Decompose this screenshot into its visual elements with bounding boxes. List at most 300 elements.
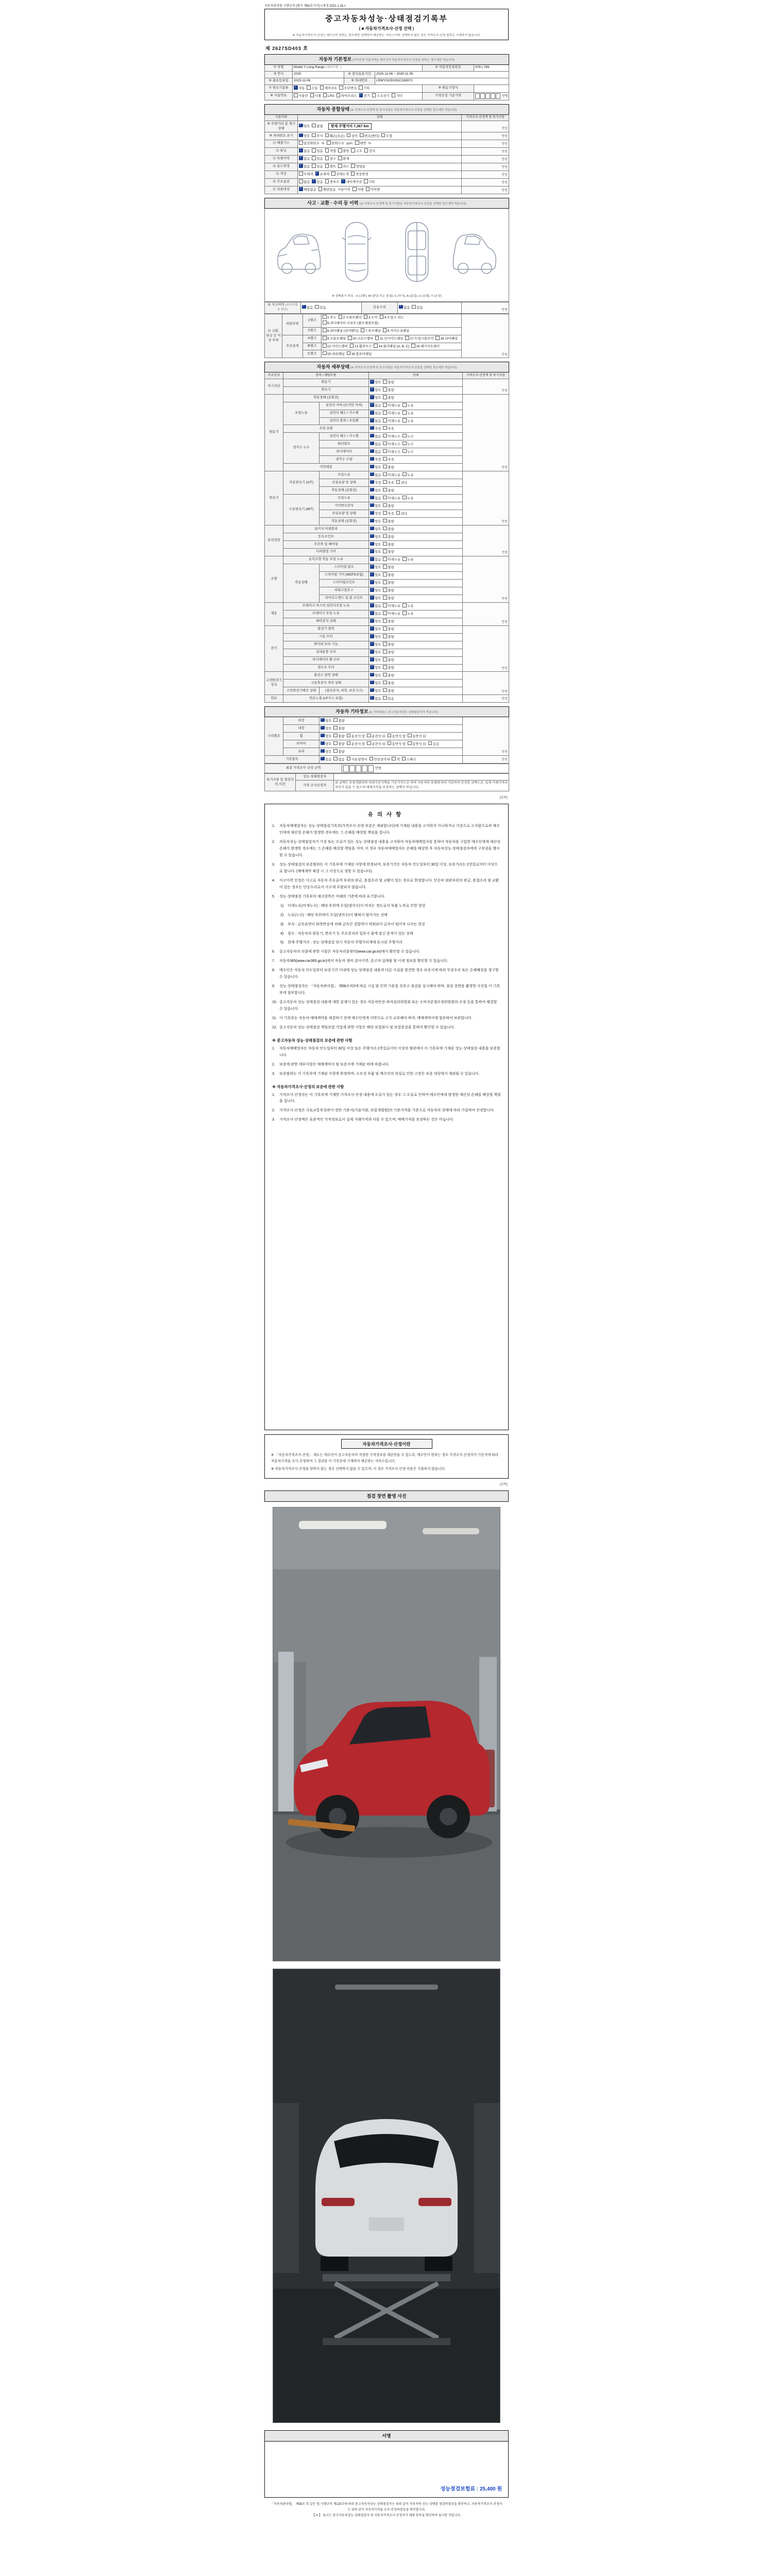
checkbox-불량[interactable]: [383, 626, 394, 632]
checkbox-있음[interactable]: [312, 179, 323, 185]
checkbox-5.라디에이터 서포트 (볼트체결부품)[interactable]: [323, 320, 379, 326]
checkbox-양호[interactable]: [370, 380, 381, 385]
checkbox-없음[interactable]: [299, 148, 310, 154]
checkbox-없음[interactable]: [302, 305, 313, 311]
checkbox-불량[interactable]: [383, 580, 394, 586]
checkbox-무단변속[interactable]: [339, 86, 357, 91]
checkbox-양호[interactable]: [370, 681, 381, 686]
checkbox-미세누유[interactable]: [383, 603, 400, 609]
checkbox-이행[interactable]: [352, 187, 363, 193]
checkbox-없음[interactable]: [333, 757, 344, 762]
checkbox-운전석 뒤[interactable]: [367, 734, 385, 739]
state-options: [370, 604, 415, 608]
state-options: [370, 481, 409, 485]
checkbox-불량[interactable]: [383, 565, 394, 570]
checkbox-불량[interactable]: [383, 681, 394, 686]
checkbox-18.리어패널[interactable]: [435, 336, 458, 342]
state-options: [355, 142, 368, 145]
checkbox-label: 불량: [388, 658, 394, 663]
checkbox-12.사이드멤버[interactable]: [323, 344, 348, 349]
checkbox-수동[interactable]: [307, 86, 317, 91]
checkbox-운전석 뒤[interactable]: [367, 741, 385, 747]
price-cell: 만원: [463, 672, 509, 695]
document-number: 제 2627SD403 호: [265, 46, 308, 51]
warranty-price-item-number: 3.: [272, 1118, 275, 1122]
checkbox-불량[interactable]: [383, 596, 394, 601]
checkbox-14.필러패널 (A, B, C)[interactable]: [374, 344, 409, 349]
checkbox-불량[interactable]: [333, 726, 344, 732]
checkbox-기타[interactable]: [364, 179, 375, 185]
checkbox-불량[interactable]: [383, 588, 394, 594]
state-options: [370, 550, 396, 554]
digit-box[interactable]: [491, 93, 495, 99]
checkbox-있음[interactable]: [383, 696, 394, 702]
subitem-label: 냉각수 수량: [320, 456, 369, 464]
checkbox-미세누유[interactable]: [383, 611, 400, 617]
checkbox-적정[interactable]: [370, 426, 381, 432]
checkbox-label: 불량: [338, 719, 345, 723]
checkbox-label: 적정: [375, 481, 381, 485]
checkbox-부족[interactable]: [383, 457, 394, 463]
checkbox-불량[interactable]: [383, 542, 394, 548]
checkbox-19.패키지트레이[interactable]: [411, 344, 440, 349]
checkbox-변조(변타)[interactable]: [360, 133, 379, 139]
checkbox-색상변경[interactable]: [351, 172, 368, 177]
checkbox-양호[interactable]: [370, 395, 381, 401]
inspector-opinion-table: [264, 773, 509, 791]
checkbox-탄화수소[interactable]: [327, 141, 344, 146]
checkbox-불량[interactable]: [383, 642, 394, 648]
price-appraisal-select[interactable]: ( ■ 자동차가격조사·산정 선택 ): [359, 26, 414, 31]
checkbox-양호[interactable]: [321, 749, 331, 755]
checkbox-7.루프패널[interactable]: [361, 328, 381, 334]
checkbox-과다[interactable]: [396, 480, 407, 486]
checkbox-세미오토[interactable]: [320, 86, 338, 91]
checkbox-가솔린[interactable]: [294, 93, 308, 99]
checkbox-구조[interactable]: [351, 148, 362, 154]
checkbox-양호[interactable]: [370, 542, 381, 548]
checkbox-전기[interactable]: [359, 93, 370, 99]
item-label: 실내송풍 모터: [283, 649, 369, 656]
etc-state: [320, 733, 463, 740]
checkbox-불법[interactable]: [338, 148, 349, 154]
checkbox-불량[interactable]: [383, 534, 394, 540]
state-options: [321, 742, 347, 746]
checkbox-응급[interactable]: [428, 741, 439, 747]
checkbox-없음[interactable]: [370, 442, 381, 447]
checkbox-label: 3.도어: [368, 316, 378, 320]
checkbox-없음[interactable]: [370, 603, 381, 609]
checkbox-15.대쉬패널[interactable]: [323, 351, 345, 357]
checkbox-영업용[interactable]: [351, 164, 365, 170]
digit-box[interactable]: [368, 765, 374, 772]
checkbox-사용설명서[interactable]: [347, 757, 367, 762]
checkbox-불량[interactable]: [383, 634, 394, 640]
checkbox-해당없음[interactable]: [299, 187, 316, 193]
checkbox-전체도색[interactable]: [331, 172, 349, 177]
checkbox-양호[interactable]: [370, 665, 381, 671]
checkbox-불량[interactable]: [383, 688, 394, 694]
checkbox-유채색[interactable]: [315, 172, 330, 177]
checkbox-6.쿼터패널 (리어펜더)[interactable]: [323, 328, 359, 334]
checkbox-2.프론트펜더[interactable]: [339, 315, 362, 320]
warranty-check-item: [272, 1062, 501, 1069]
checkbox-적정[interactable]: [370, 511, 381, 517]
unchecked-box-icon: [383, 572, 387, 577]
checkbox-label: 불량: [388, 566, 394, 570]
unchecked-box-icon: [412, 305, 416, 309]
checkbox-13.휠하우스[interactable]: [350, 344, 372, 349]
checkbox-불량[interactable]: [333, 718, 344, 724]
checkbox-양호[interactable]: [370, 580, 381, 586]
checkbox-양호[interactable]: [370, 534, 381, 540]
item-label: 라디에이터 팬 모터: [283, 656, 369, 664]
checkbox-장치[interactable]: [364, 148, 375, 154]
price-cell: 만원: [463, 556, 509, 602]
checkbox-동반석 뒤[interactable]: [408, 741, 426, 747]
checkbox-label: 불량: [388, 504, 394, 508]
checkbox-누유[interactable]: [402, 496, 413, 501]
digit-box[interactable]: [480, 93, 485, 99]
checkbox-불량[interactable]: [383, 465, 394, 470]
checkbox-양호[interactable]: [370, 565, 381, 570]
checkbox-불량[interactable]: [383, 527, 394, 532]
checkbox-부족[interactable]: [383, 480, 394, 486]
checked-box-icon: [370, 519, 374, 523]
checkbox-무채색[interactable]: [299, 172, 313, 177]
checked-box-icon: [359, 93, 363, 97]
checkbox-불량[interactable]: [312, 124, 323, 129]
state-options: [347, 758, 418, 761]
checkbox-기타[interactable]: [392, 93, 402, 99]
signature-area[interactable]: [265, 2442, 508, 2497]
unchecked-box-icon: [383, 557, 387, 561]
etc-info-table: [264, 706, 509, 764]
checkbox-3.도어[interactable]: [364, 315, 378, 320]
checkbox-있음[interactable]: [312, 148, 323, 154]
checkbox-적정[interactable]: [370, 457, 381, 463]
checkbox-양호[interactable]: [370, 519, 381, 524]
checkbox-label: 양호: [375, 527, 381, 531]
checkbox-누유[interactable]: [402, 403, 413, 409]
checkbox-일산화탄소[interactable]: [299, 141, 320, 146]
checkbox-양호[interactable]: [370, 650, 381, 655]
unchecked-box-icon: [325, 179, 329, 183]
checkbox-label: 불량: [388, 589, 394, 593]
unchecked-box-icon: [325, 164, 329, 168]
checkbox-불량[interactable]: [383, 549, 394, 555]
checkbox-label: 영업용: [356, 165, 365, 169]
checked-box-icon: [370, 387, 374, 392]
checkbox-label: 미세누수: [388, 434, 401, 438]
checkbox-있음[interactable]: [312, 156, 323, 162]
checkbox-label: 양호: [375, 388, 381, 393]
checkbox-불량[interactable]: [383, 572, 394, 578]
checkbox-없음[interactable]: [399, 305, 410, 311]
checkbox-미세누유[interactable]: [383, 418, 400, 424]
checkbox-양호[interactable]: [370, 634, 381, 640]
checkbox-스패너[interactable]: [402, 757, 416, 762]
checkbox-미세누수[interactable]: [383, 449, 400, 455]
checkbox-누유[interactable]: [402, 557, 413, 563]
checkbox-불량[interactable]: [333, 749, 344, 755]
unchecked-box-icon: [351, 164, 355, 168]
checkbox-9.프론트패널[interactable]: [323, 336, 346, 342]
checkbox-있음[interactable]: [312, 164, 323, 170]
checkbox-양호[interactable]: [370, 503, 381, 509]
checkbox-없음[interactable]: [370, 696, 381, 702]
checkbox-1.후드[interactable]: [323, 315, 337, 320]
rank-items: [322, 335, 462, 343]
digit-box[interactable]: [349, 765, 355, 772]
notice-item-number: 3.: [272, 863, 275, 867]
checkbox-부족[interactable]: [383, 511, 394, 517]
price-cell: 만원: [462, 302, 509, 313]
checkbox-상이[interactable]: [347, 133, 358, 139]
unchecked-box-icon: [347, 133, 351, 138]
checkbox-불량[interactable]: [383, 619, 394, 624]
checkbox-label: 유채색: [320, 173, 330, 177]
checkbox-양호[interactable]: [370, 588, 381, 594]
checkbox-label: 구조: [356, 149, 362, 154]
table-row: [265, 78, 509, 84]
checkbox-label: 없음: [307, 306, 313, 310]
checkbox-누수[interactable]: [402, 434, 413, 439]
checkbox-양호[interactable]: [321, 741, 331, 747]
checkbox-부족[interactable]: [383, 426, 394, 432]
checkbox-없음[interactable]: [370, 418, 381, 424]
checked-box-icon: [370, 395, 374, 399]
checkbox-없음[interactable]: [370, 611, 381, 617]
checkbox-불량[interactable]: [383, 665, 394, 671]
checkbox-불량[interactable]: [383, 650, 394, 655]
checkbox-누수[interactable]: [402, 449, 413, 455]
checkbox-없음[interactable]: [370, 496, 381, 501]
checkbox-없음[interactable]: [370, 411, 381, 416]
checkbox-label: 불량: [338, 750, 345, 754]
checkbox-누수[interactable]: [402, 442, 413, 447]
checkbox-있음[interactable]: [321, 757, 331, 762]
checkbox-없음[interactable]: [299, 164, 310, 170]
state-cell: [369, 448, 463, 456]
state-options: [370, 404, 415, 408]
unchecked-box-icon: [383, 534, 387, 538]
car-diagram-rear-perspective: [451, 213, 502, 291]
checkbox-불량[interactable]: [383, 657, 394, 663]
checkbox-침수[interactable]: [325, 156, 336, 162]
digit-box[interactable]: [485, 93, 490, 99]
notice-title: 유의사항: [367, 811, 406, 818]
amount-unit: 만원: [375, 767, 381, 771]
checkbox-label: 불량: [338, 742, 345, 746]
state-options: [370, 504, 396, 508]
checkbox-매연[interactable]: [355, 141, 366, 146]
checkbox-양호[interactable]: [370, 549, 381, 555]
checkbox-16.플로어패널[interactable]: [347, 351, 372, 357]
checkbox-없음[interactable]: [370, 472, 381, 478]
checkbox-운전석 앞[interactable]: [347, 741, 365, 747]
checkbox-불량[interactable]: [383, 380, 394, 385]
checkbox-미세누유[interactable]: [383, 557, 400, 563]
checkbox-동반석 앞[interactable]: [388, 741, 406, 747]
taillight-right: [418, 2198, 451, 2206]
unchecked-box-icon: [411, 344, 415, 348]
checkbox-불량[interactable]: [333, 741, 344, 747]
checkbox-없음[interactable]: [370, 557, 381, 563]
checkbox-불량[interactable]: [333, 734, 344, 739]
checkbox-label: 장치: [368, 149, 376, 154]
unchecked-box-icon: [323, 344, 327, 348]
digit-box[interactable]: [362, 765, 367, 772]
checkbox-누유[interactable]: [402, 611, 413, 617]
checked-box-icon: [370, 603, 374, 607]
checkbox-썬루프[interactable]: [325, 179, 340, 185]
checkbox-도말[interactable]: [381, 133, 392, 139]
checkbox-양호[interactable]: [370, 626, 381, 632]
checkbox-불량[interactable]: [383, 387, 394, 393]
page-marker-back: (뒤쪽): [499, 1483, 508, 1486]
checkbox-없음[interactable]: [299, 156, 310, 162]
unchecked-box-icon: [351, 172, 355, 176]
checkbox-적법[interactable]: [325, 148, 336, 154]
digit-box[interactable]: [343, 765, 349, 772]
checkbox-label: 8.사이드실패널: [387, 329, 410, 333]
checkbox-있음[interactable]: [315, 305, 326, 311]
checkbox-있음[interactable]: [412, 305, 423, 311]
digit-box[interactable]: [356, 765, 361, 772]
checkbox-없음[interactable]: [370, 449, 381, 455]
checkbox-미이행[interactable]: [366, 187, 380, 193]
checkbox-하이브리드[interactable]: [337, 93, 357, 99]
final-price-value: [342, 764, 509, 773]
checkbox-네비게이션[interactable]: [341, 179, 362, 185]
state-cell: [369, 618, 463, 625]
checkbox-수소전기[interactable]: [372, 93, 390, 99]
checkbox-자동[interactable]: [294, 86, 305, 91]
base-price-label: 가격산정 기준가격: [423, 92, 474, 100]
usage-label: ⑫ 튜닝: [265, 147, 298, 155]
checkbox-양호[interactable]: [299, 124, 310, 129]
checkbox-양호[interactable]: [370, 488, 381, 494]
checkbox-누유[interactable]: [402, 411, 413, 416]
checkbox-기타[interactable]: [359, 86, 369, 91]
checkbox-양호[interactable]: [370, 619, 381, 624]
checkbox-과다[interactable]: [396, 511, 407, 517]
checkbox-양호[interactable]: [370, 688, 381, 694]
checkbox-LPG[interactable]: [323, 93, 334, 99]
checkbox-운전석 앞[interactable]: [347, 734, 365, 739]
repair-needed-label: 수리필요: [265, 717, 283, 756]
state-cell: [369, 672, 463, 680]
checkbox-양호[interactable]: [299, 133, 310, 139]
checkbox-양호[interactable]: [321, 726, 331, 732]
notice-item: [272, 823, 501, 837]
checkbox-양호[interactable]: [370, 596, 381, 601]
checkbox-없음[interactable]: [299, 179, 310, 185]
checkbox-부식[interactable]: [312, 133, 323, 139]
checkbox-11.인사이드패널[interactable]: [375, 336, 403, 342]
checkbox-17.트렁크플로어[interactable]: [405, 336, 433, 342]
checkbox-해당있음[interactable]: [318, 187, 336, 193]
checkbox-누유[interactable]: [402, 603, 413, 609]
checkbox-4.트렁크 리드[interactable]: [380, 315, 404, 320]
unchecked-box-icon: [402, 496, 407, 500]
checkbox-label: 없음: [375, 496, 381, 500]
checked-box-icon: [370, 572, 374, 577]
checkbox-label: 18.리어패널: [440, 337, 458, 341]
checkbox-양호[interactable]: [370, 527, 381, 532]
checkbox-불량[interactable]: [383, 488, 394, 494]
table-row: [265, 526, 509, 533]
checkbox-누유[interactable]: [402, 418, 413, 424]
checkbox-적정[interactable]: [370, 480, 381, 486]
checkbox-양호[interactable]: [370, 657, 381, 663]
checkbox-동반석 앞[interactable]: [388, 734, 406, 739]
law-reference: 자동차관리법 시행규칙 [별지 제82호서식] <개정 2021.1.16.>: [264, 5, 346, 8]
checkbox-화재[interactable]: [338, 156, 349, 162]
digit-box[interactable]: [475, 93, 480, 99]
checkbox-미세누수[interactable]: [383, 434, 400, 439]
checkbox-8.사이드실패널[interactable]: [383, 328, 409, 334]
checkbox-동반석 뒤[interactable]: [408, 734, 426, 739]
table-row: [265, 171, 509, 178]
taillight-left: [322, 2198, 355, 2206]
state-options: [370, 512, 409, 516]
checkbox-누유[interactable]: [402, 472, 413, 478]
checkbox-양호[interactable]: [370, 465, 381, 470]
table-row: [265, 780, 509, 791]
checkbox-양호[interactable]: [321, 734, 331, 739]
checkbox-안전삼각대[interactable]: [369, 757, 390, 762]
checkbox-양호[interactable]: [321, 718, 331, 724]
checkbox-10.크로스멤버[interactable]: [348, 336, 373, 342]
checkbox-리스[interactable]: [338, 164, 349, 170]
unchecked-box-icon: [402, 449, 407, 453]
checkbox-훼손(오손)[interactable]: [325, 133, 345, 139]
subitem-label: 작동상태 (공회전): [320, 487, 369, 495]
checkbox-잭[interactable]: [392, 757, 399, 762]
checkbox-불량[interactable]: [383, 395, 394, 401]
unchecked-box-icon: [383, 626, 387, 631]
checkbox-미세누수[interactable]: [383, 442, 400, 447]
digit-box[interactable]: [496, 93, 500, 99]
table-row: [265, 147, 509, 155]
checkbox-양호[interactable]: [370, 572, 381, 578]
section-title-etc: [265, 707, 509, 717]
checkbox-미세누유[interactable]: [383, 496, 400, 501]
unchecked-box-icon: [383, 328, 387, 332]
checkbox-미세누유[interactable]: [383, 403, 400, 409]
checkbox-없음[interactable]: [370, 403, 381, 409]
checkbox-양호[interactable]: [370, 673, 381, 679]
checkbox-불량[interactable]: [383, 503, 394, 509]
unchecked-box-icon: [402, 472, 407, 477]
checkbox-디젤[interactable]: [310, 93, 321, 99]
checkbox-없음[interactable]: [370, 434, 381, 439]
checkbox-렌트[interactable]: [325, 164, 336, 170]
checkbox-미세누유[interactable]: [383, 411, 400, 416]
unchecked-box-icon: [299, 172, 303, 176]
checkbox-불량[interactable]: [383, 673, 394, 679]
car-name-label: ① 차명: [265, 64, 293, 71]
checkbox-미세누유[interactable]: [383, 472, 400, 478]
usage-label: ⑩ 차대번호 표기: [265, 132, 298, 140]
checkbox-양호[interactable]: [370, 642, 381, 648]
checkbox-불량[interactable]: [383, 519, 394, 524]
unchecked-box-icon: [312, 133, 316, 138]
checked-box-icon: [370, 503, 374, 507]
checkbox-양호[interactable]: [370, 387, 381, 393]
